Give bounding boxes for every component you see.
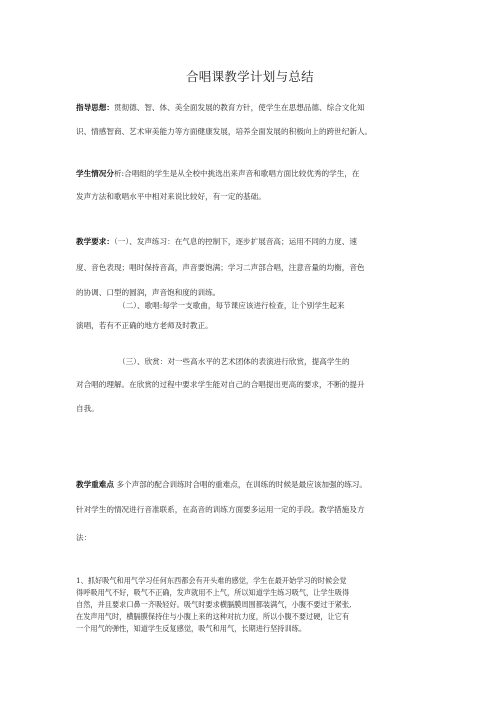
measure-1-text-5: 一个用气的弹性，知道学生反复感觉，吸气和用气，长期进行坚持训练。 [76,624,307,633]
situation-label-tail: 析: [113,169,125,178]
measure-1-text-2: 得呼吸用气不好，吸气不正确，发声就用不上气，所以知道学生练习吸气，让学生吸得 [76,588,350,597]
measure-1-text-3: 自然，并且要求口鼻一齐吸轻好。吸气时要求横膈膜周围都装满气，小腹不要过于紧张, [76,600,352,609]
guiding-line-1 [76,104,365,112]
measure-1-text-1: 1、抓好吸气和用气学习任何东西都会有开头难的感觉，学生在最开始学习的时候会觉 [76,576,347,585]
songs-text-1: （二）、歌唱:每学一支歌曲，每节课应该进行检查，让个别学生起来 [118,301,345,310]
guiding-label: 指导思想： [76,103,114,112]
difficulty-text-3: 法： [76,533,92,542]
measure-1-text-4: 在发声用气时，横膈膜保持住与小腹上来的这种对抗力度，所以小腹不要过硬，让它有 [76,612,350,621]
situation-text-1: 合唱组的学生是从全校中挑选出来声音和歌唱方面比较优秀的学生，在 [124,169,360,178]
guiding-text-1: 贯彻德、智、体、美全面发展的教育方针，使学生在思想品德、综合文化知 [113,103,365,112]
guiding-text-2: 识、情感智商、艺术审美能力等方面健康发展，培养全面发展的积极向上的跨世纪新人。 [76,127,373,136]
requirements-text-3: 的协调、口型的圆润，声音饱和度的训练。 [76,288,221,297]
difficulty-text-2: 针对学生的情况进行音准联系，在高音的训练方面要多运用一定的手段。教学措施及方 [76,505,365,514]
appreciation-text-1: （三）、欣赏：对一些高水平的艺术团体的表演进行欣赏，提高学生的 [118,357,350,366]
requirements-text-2: 度、音色表现；唱时保持音高，声音要饱满；学习二声部合唱，注意音量的均衡，音色 [76,263,365,272]
situation-label: 学生情况分 [76,169,114,178]
difficulty-label: 教学重难点 [76,480,114,489]
songs-text-2: 演唱，若有不正确的地方老师及时教正。 [76,321,213,330]
situation-text-2: 发声方法和歌唱水平中相对来说比较好，有一定的基础。 [76,192,266,201]
requirements-text-1: （一）、发声练习：在气息的控制下，逐步扩展音高；运用不同的力度、速 [113,237,357,246]
appreciation-text-3: 自我。 [76,404,99,413]
appreciation-text-2: 对合唱的理解。在欣赏的过程中要求学生能对自己的合唱提出更高的要求，不断的提升 [76,380,365,389]
requirements-line-1 [76,238,357,246]
requirements-label: 教学要求： [76,237,114,246]
difficulty-text-1: 多个声部的配合训练时合唱的重难点，在训练的时候是最应该加强的练习。 [116,480,367,489]
difficulty-line-1 [76,481,367,489]
situation-line-1 [76,170,360,178]
page-title: 合唱课教学计划与总结 [185,69,314,84]
